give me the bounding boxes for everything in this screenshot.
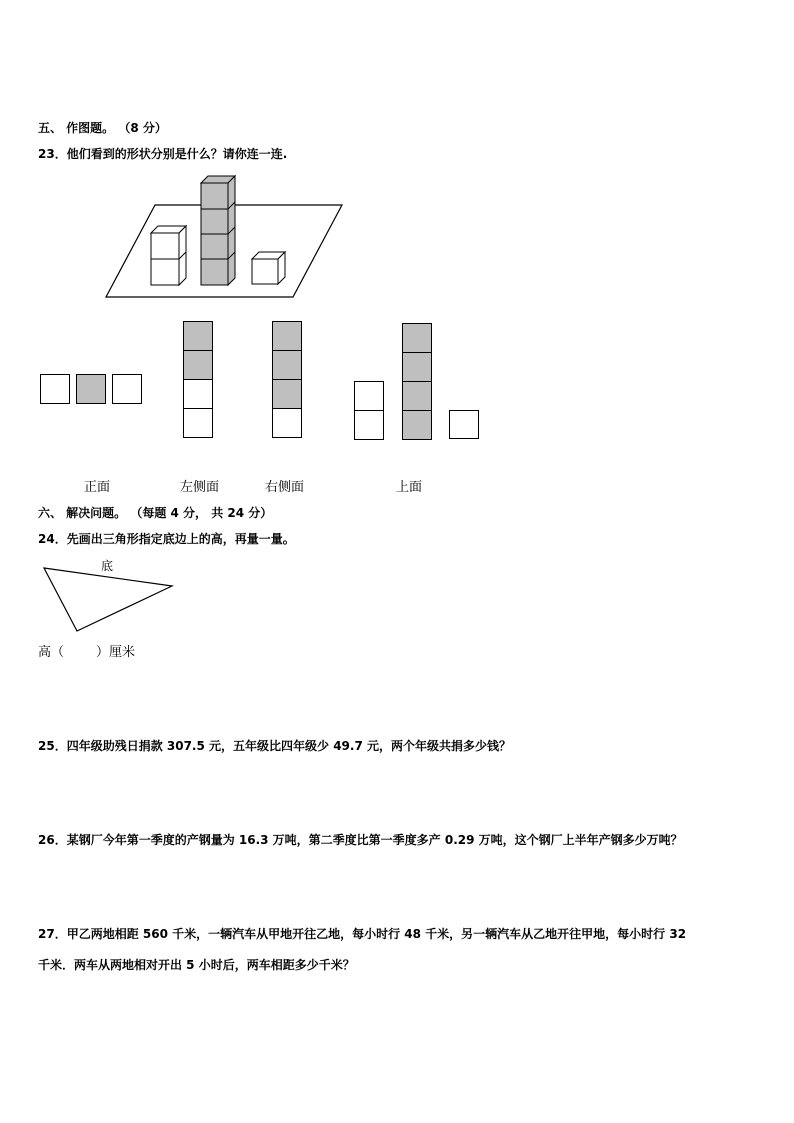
answer-suffix: ）厘米 <box>96 645 136 660</box>
answer-prefix: 高（ <box>38 645 65 660</box>
question-26-text: 26．某钢厂今年第一季度的产钢量为 16.3 万吨，第二季度比第一季度多产 0.29 万吨，这个钢厂上半年产钢多少万吨？ <box>38 833 683 847</box>
label-right-side: 右侧面 <box>265 480 305 495</box>
section-6-heading: 六、 解决问题。 （每题 4 分， 共 24 分） <box>38 506 273 520</box>
section-5-heading: 五、 作图题。 （8 分） <box>38 121 167 135</box>
question-25-text: 25．四年级助残日捐款 307.5 元，五年级比四年级少 49.7 元，两个年级共捐多少钱？ <box>38 739 511 753</box>
question-23-text: 23．他们看到的形状分别是什么？请你连一连. <box>38 147 288 161</box>
question-24-text: 24．先画出三角形指定底边上的高，再量一量。 <box>38 532 295 546</box>
question-27-line-2: 千米．两车从两地相对开出 5 小时后，两车相距多少千米？ <box>38 958 355 972</box>
label-top: 上面 <box>396 480 423 495</box>
label-front: 正面 <box>84 480 111 495</box>
triangle <box>44 568 172 631</box>
question-27-line-1: 27．甲乙两地相距 560 千米，一辆汽车从甲地开往乙地，每小时行 48 千米，另一辆汽车从乙地开往甲地，每小时行 32 <box>38 927 687 941</box>
answer-height-line <box>38 645 135 661</box>
base-label: 底 <box>101 559 114 573</box>
label-left-side: 左侧面 <box>180 480 220 495</box>
